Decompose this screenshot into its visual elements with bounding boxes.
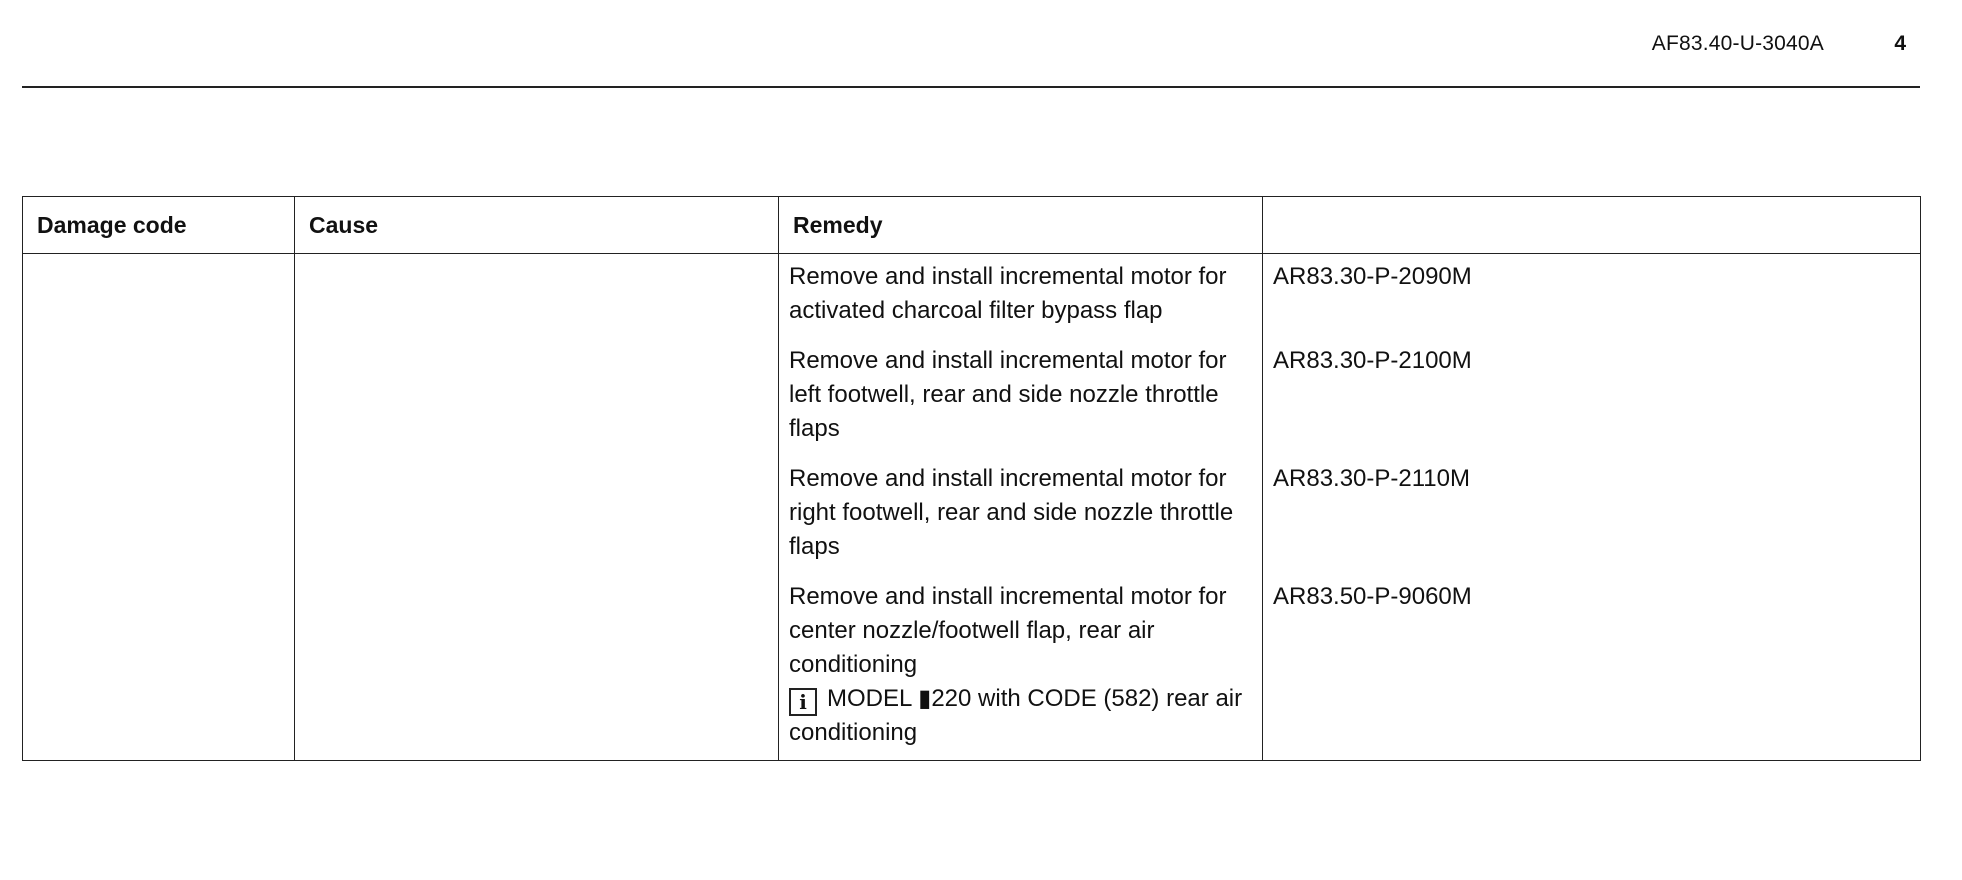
- reference-link: AR83.30-P-2090M: [1273, 263, 1472, 290]
- cause-cell: [295, 254, 779, 761]
- info-icon: i: [789, 688, 817, 716]
- remedy-text: Remove and install incremental motor for activated charcoal filter bypass flap: [789, 263, 1227, 324]
- reference-cell: [1263, 254, 1921, 761]
- column-header-cause: Cause: [295, 197, 779, 254]
- remedy-item: [789, 462, 1254, 564]
- column-header-remedy: Remedy: [779, 197, 1263, 254]
- remedy-item: [789, 344, 1254, 446]
- reference-link: AR83.30-P-2110M: [1273, 465, 1470, 492]
- column-header-reference: [1263, 197, 1921, 254]
- info-note-text: MODEL ▮220 with CODE (582) rear air conditioning: [789, 685, 1243, 746]
- page-number: 4: [1894, 32, 1906, 55]
- info-note: [789, 682, 1254, 750]
- remedy-item: [789, 580, 1254, 750]
- reference-item: [1273, 344, 1912, 446]
- document-header: [22, 24, 1920, 88]
- remedy-item: [789, 260, 1254, 328]
- remedy-text: Remove and install incremental motor for left footwell, rear and side nozzle throttle flaps: [789, 347, 1227, 442]
- reference-link: AR83.30-P-2100M: [1273, 347, 1472, 374]
- diagnosis-table: [22, 196, 1921, 761]
- reference-item: [1273, 462, 1912, 564]
- table-row: [23, 254, 1921, 761]
- reference-item: [1273, 580, 1912, 648]
- column-header-damage-code: Damage code: [23, 197, 295, 254]
- reference-item: [1273, 260, 1912, 328]
- table-header-row: [23, 197, 1921, 254]
- remedy-cell: [779, 254, 1263, 761]
- document-id: AF83.40-U-3040A: [1651, 32, 1824, 55]
- remedy-text: Remove and install incremental motor for center nozzle/footwell flap, rear air conditioning: [789, 583, 1227, 678]
- reference-link: AR83.50-P-9060M: [1273, 583, 1472, 610]
- damage-code-cell: [23, 254, 295, 761]
- remedy-text: Remove and install incremental motor for right footwell, rear and side nozzle throttle flaps: [789, 465, 1234, 560]
